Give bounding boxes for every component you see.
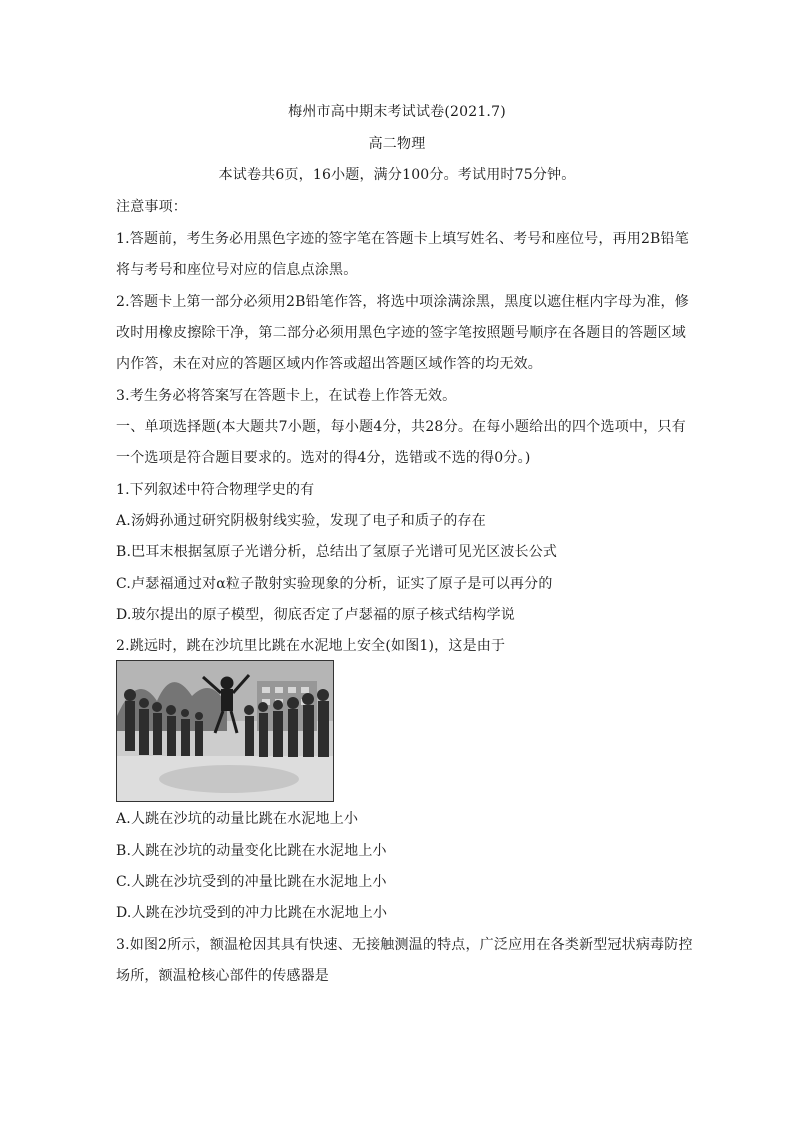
question-2-option-d: D.人跳在沙坑受到的冲力比跳在水泥地上小	[116, 905, 388, 921]
notice-item-2-line-1: 2.答题卡上第一部分必须用2B铅笔作答，将选中项涂满涂黑，黑度以遮住框内字母为准，修	[116, 294, 689, 310]
question-2-stem: 2.跳远时，跳在沙坑里比跳在水泥地上安全(如图1)，这是由于	[116, 638, 506, 654]
question-1-stem: 1.下列叙述中符合物理学史的有	[116, 482, 315, 498]
notice-heading: 注意事项：	[116, 199, 187, 215]
question-2-option-b: B.人跳在沙坑的动量变化比跳在水泥地上小	[116, 843, 387, 859]
exam-info: 本试卷共6页，16小题，满分100分。考试用时75分钟。	[218, 167, 576, 183]
question-1-option-d: D.玻尔提出的原子模型，彻底否定了卢瑟福的原子核式结构学说	[116, 607, 515, 623]
question-1-option-b: B.巴耳末根据氢原子光谱分析，总结出了氢原子光谱可见光区波长公式	[116, 544, 558, 560]
long-jump-photo-illustration	[117, 661, 334, 802]
question-3-line-2: 场所，额温枪核心部件的传感器是	[116, 968, 329, 984]
figure-1-long-jump-photo	[116, 660, 334, 802]
notice-item-2-line-2: 改时用橡皮擦除干净，第二部分必须用黑色字迹的签字笔按照题号顺序在各题目的答题区域	[116, 325, 686, 341]
notice-item-3: 3.考生务必将答案写在答题卡上，在试卷上作答无效。	[116, 388, 457, 404]
notice-item-1-line-2: 将与考号和座位号对应的信息点涂黑。	[116, 262, 358, 278]
question-2-option-c: C.人跳在沙坑受到的冲量比跳在水泥地上小	[116, 874, 387, 890]
question-1-option-c: C.卢瑟福通过对α粒子散射实验现象的分析，证实了原子是可以再分的	[116, 576, 553, 592]
section-heading-line-2: 一个选项是符合题目要求的。选对的得4分，选错或不选的得0分。)	[116, 450, 531, 466]
section-heading-line-1: 一、单项选择题(本大题共7小题，每小题4分，共28分。在每小题给出的四个选项中，只有	[116, 419, 686, 435]
notice-item-1-line-1: 1.答题前，考生务必用黑色字迹的签字笔在答题卡上填写姓名、考号和座位号，再用2B铅笔	[116, 231, 689, 247]
notice-item-2-line-3: 内作答，未在对应的答题区域内作答或超出答题区域作答的均无效。	[116, 356, 542, 372]
subject-title: 高二物理	[368, 136, 426, 152]
question-1-option-a: A.汤姆孙通过研究阴极射线实验，发现了电子和质子的存在	[116, 513, 486, 529]
question-3-line-1: 3.如图2所示，额温枪因其具有快速、无接触测温的特点，广泛应用在各类新型冠状病毒防控	[116, 937, 693, 953]
question-2-option-a: A.人跳在沙坑的动量比跳在水泥地上小	[116, 811, 359, 827]
exam-title: 梅州市高中期末考试试卷(2021.7)	[288, 104, 506, 120]
